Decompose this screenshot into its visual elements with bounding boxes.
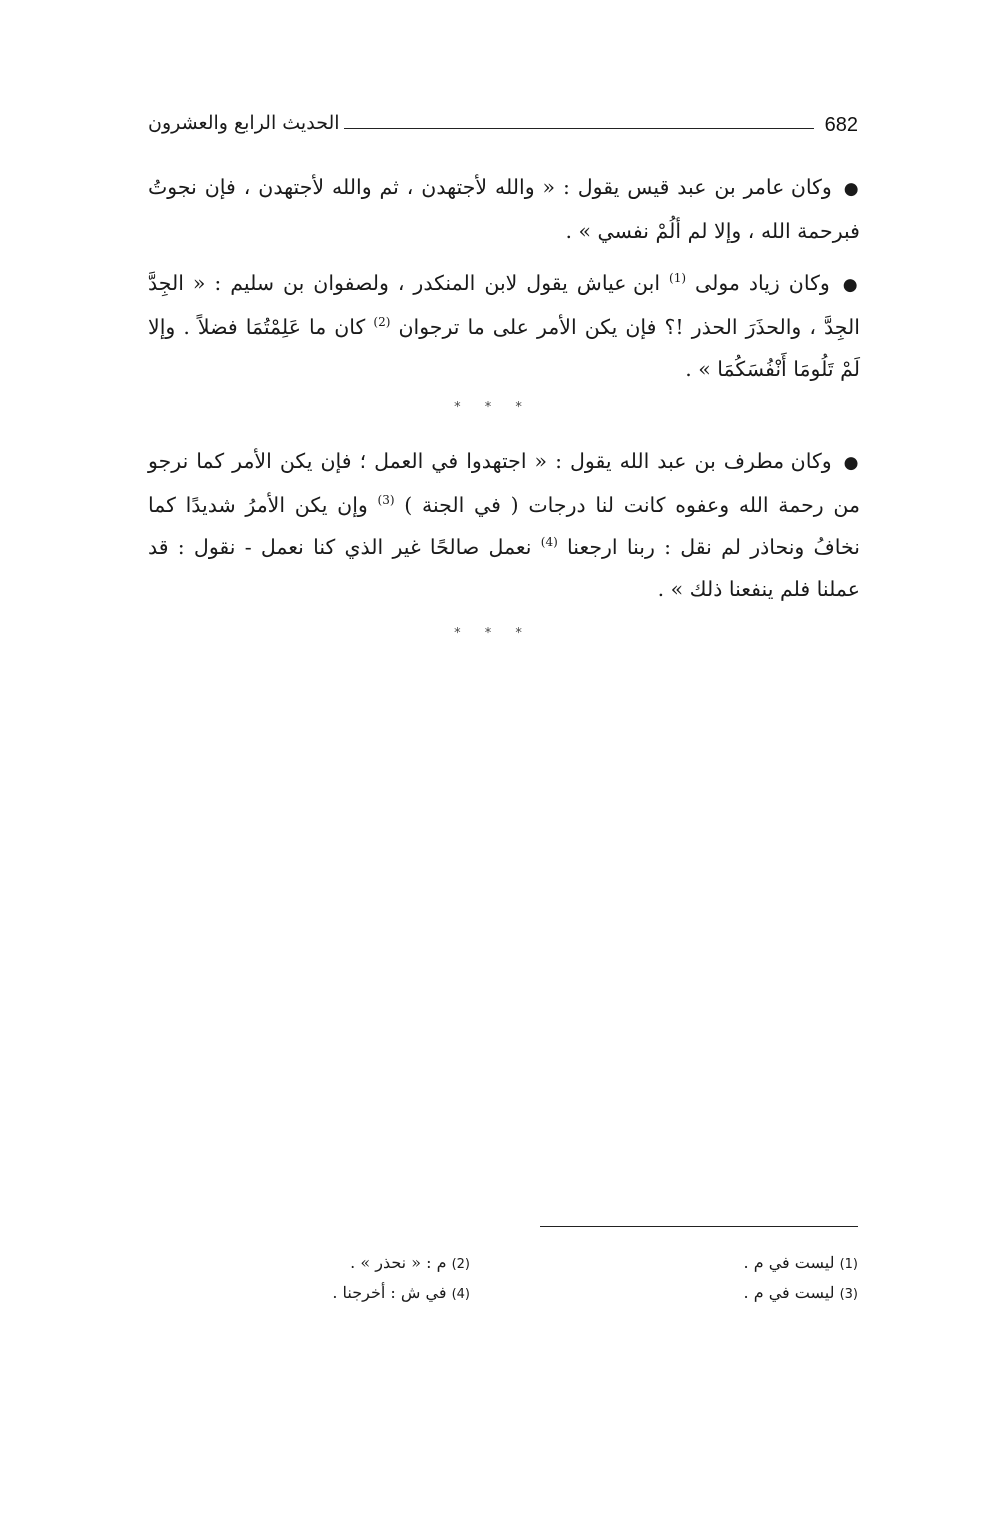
footnote-4 (250, 1282, 470, 1306)
paragraph-text: كان ما عَلِمْتُمَا فضلاً . وإلا لَمْ تَلُومَا أَنْفُسَكُمَا » . (148, 315, 860, 381)
footnote-2 (250, 1252, 470, 1276)
header-rule (344, 128, 814, 129)
running-title: الحديث الرابع والعشرون (148, 112, 340, 134)
page-number: 682 (824, 114, 858, 136)
footnote-ref-1[interactable]: (1) (669, 271, 687, 286)
bullet-icon: ● (843, 179, 860, 199)
footnote-number: (2) (451, 1257, 470, 1272)
paragraph-text: وكان مطرف بن عبد الله يقول : « اجتهدوا في العمل ؛ فإن يكن الأمر كما نرجو من رحمة الله وعفوه كانت لنا درجات ( في الجنة ) (148, 449, 860, 517)
bullet-icon: ● (843, 453, 860, 473)
paragraph-amir (148, 166, 860, 252)
footnote-3 (638, 1282, 858, 1306)
footnote-ref-4[interactable]: (4) (540, 535, 558, 550)
footnote-rule (540, 1226, 858, 1227)
paragraph-ziyad (148, 262, 860, 390)
section-divider: * * * (454, 626, 532, 641)
footnote-1 (638, 1252, 858, 1276)
footnote-text: ليست في م . (743, 1253, 835, 1272)
paragraph-mutarrif (148, 440, 860, 610)
paragraph-text: نعمل صالحًا غير الذي كنا نعمل - نقول : قد عملنا فلم ينفعنا ذلك » . (148, 535, 860, 601)
footnote-ref-3[interactable]: (3) (377, 493, 395, 508)
paragraph-text: ابن عياش يقول لابن المنكدر ، ولصفوان بن سليم : « الجِدَّ الجِدَّ ، والحذَرَ الحذر !؟ فإن يكن الأمر على ما ترجوان (148, 271, 860, 339)
footnote-ref-2[interactable]: (2) (373, 315, 391, 330)
footnote-text: ليست في م . (743, 1283, 835, 1302)
footnote-text: في ش : أخرجنا . (332, 1283, 447, 1302)
bullet-icon: ● (842, 275, 860, 295)
footnote-text: م : « نحذر » . (350, 1253, 447, 1272)
page-header (148, 112, 858, 146)
section-divider: * * * (454, 400, 532, 415)
paragraph-text: وإن يكن الأمرُ شديدًا كما نخافُ ونحاذر لم نقل : ربنا ارجعنا (148, 493, 860, 559)
footnote-number: (4) (451, 1287, 470, 1302)
footnote-number: (1) (839, 1257, 858, 1272)
paragraph-text: وكان عامر بن عبد قيس يقول : « والله لأجتهدن ، ثم والله لأجتهدن ، فإن نجوتُ فبرحمة الله ، وإلا لم ألُمْ نفسي » . (148, 175, 860, 243)
footnote-number: (3) (839, 1287, 858, 1302)
paragraph-text: وكان زياد مولى (694, 271, 830, 295)
